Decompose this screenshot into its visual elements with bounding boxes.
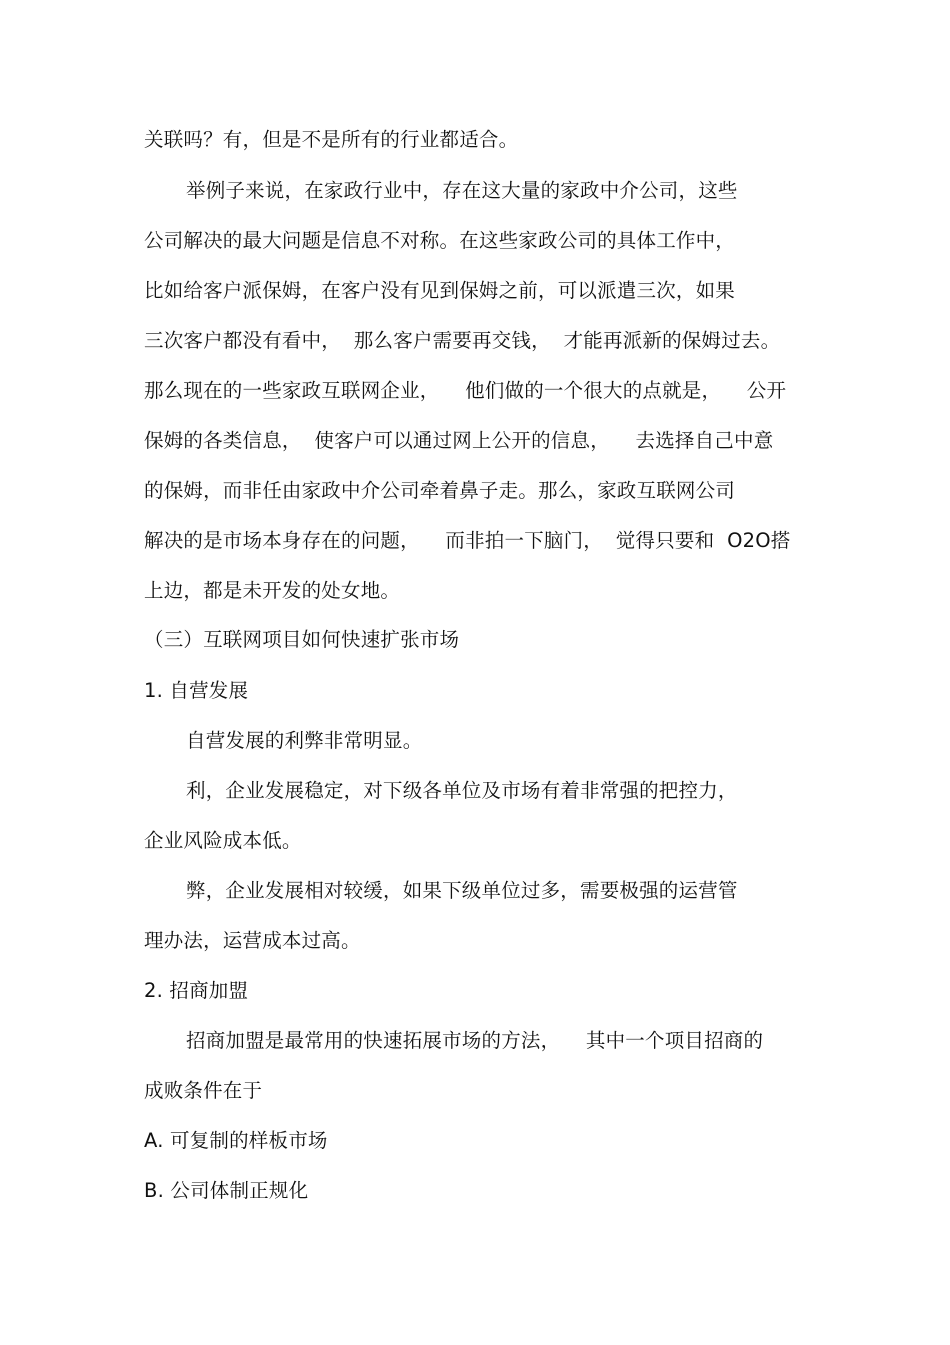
subsection-heading: 1. 自营发展	[144, 679, 249, 702]
list-item: B. 公司体制正规化	[144, 1179, 309, 1202]
text-line: 保姆的各类信息， 使客户可以通过网上公开的信息， 去选择自己中意	[144, 429, 774, 452]
text-line: 三次客户都没有看中， 那么客户需要再交钱， 才能再派新的保姆过去。	[144, 329, 781, 352]
paragraph-first-line: 自营发展的利弊非常明显。	[186, 729, 423, 752]
text-line: 成败条件在于	[144, 1079, 263, 1102]
text-line: 理办法，运营成本过高。	[144, 929, 361, 952]
paragraph-first-line: 利，企业发展稳定，对下级各单位及市场有着非常强的把控力，	[186, 779, 738, 802]
paragraph-first-line: 举例子来说，在家政行业中，存在这大量的家政中介公司，这些	[186, 179, 738, 202]
paragraph-first-line: 招商加盟是最常用的快速拓展市场的方法， 其中一个项目招商的	[186, 1029, 764, 1052]
text-line: 关联吗？有，但是不是所有的行业都适合。	[144, 128, 519, 151]
text-line: 企业风险成本低。	[144, 829, 302, 852]
text-line: 的保姆，而非任由家政中介公司牵着鼻子走。那么，家政互联网公司	[144, 479, 736, 502]
list-item: A. 可复制的样板市场	[144, 1129, 328, 1152]
paragraph-first-line: 弊，企业发展相对较缓，如果下级单位过多，需要极强的运营管	[186, 879, 738, 902]
section-heading: （三）互联网项目如何快速扩张市场	[144, 628, 460, 651]
text-line: 比如给客户派保姆，在客户没有见到保姆之前，可以派遣三次，如果	[144, 279, 736, 302]
subsection-heading: 2. 招商加盟	[144, 979, 249, 1002]
text-line: 解决的是市场本身存在的问题， 而非拍一下脑门， 觉得只要和 O2O搭	[144, 529, 791, 552]
text-line: 那么现在的一些家政互联网企业， 他们做的一个很大的点就是， 公开	[144, 379, 787, 402]
text-line: 上边，都是未开发的处女地。	[144, 579, 401, 602]
text-line: 公司解决的最大问题是信息不对称。在这些家政公司的具体工作中，	[144, 229, 736, 252]
